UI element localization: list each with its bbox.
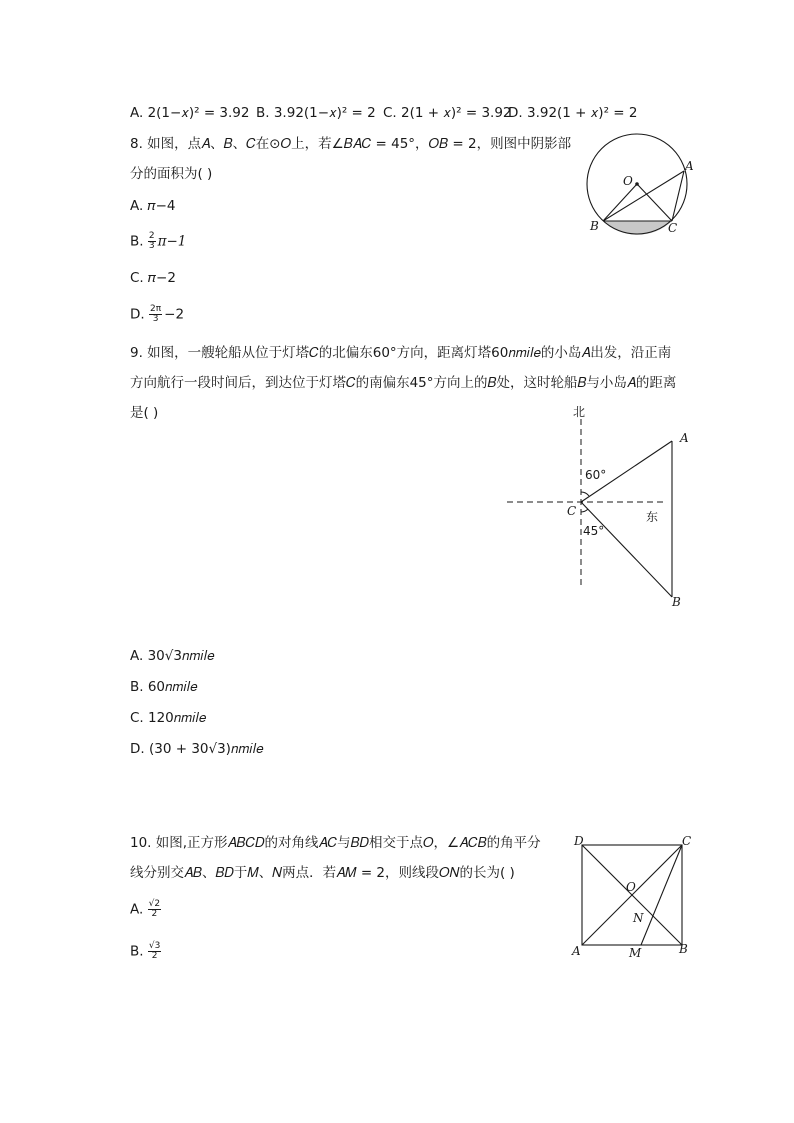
q10-stem-line2: 线分别交𝐴𝐵、𝐵𝐷于𝑀、𝑁两点．若𝐴𝑀 = 2，则线段𝑂𝑁的长为( )	[130, 865, 515, 881]
q10-label-n: N	[633, 911, 644, 925]
q8-option-d-fraction: $\frac{2\pi}{3}$	[149, 304, 162, 324]
q9-option-b: B. 60𝑛𝑚𝑖𝑙𝑒	[130, 679, 198, 695]
q9-stem-line3: 是( )	[130, 405, 159, 421]
q10-label-a: A	[572, 944, 581, 958]
q8-segment-ba	[603, 171, 684, 221]
q7-option-d: D. 3.92(1 + 𝑥)² = 2	[508, 105, 638, 121]
q9-label-a: A	[680, 431, 689, 445]
q10-label-c: C	[682, 834, 692, 848]
q9-segment-cb	[581, 502, 672, 597]
q7-option-c: C. 2(1 + 𝑥)² = 3.92	[383, 105, 512, 121]
q9-angle-label-60: 60°	[585, 468, 607, 482]
q10-stem-line1: 10. 如图,正方形𝐴𝐵𝐶𝐷的对角线𝐴𝐶与𝐵𝐷相交于点𝑂，∠𝐴𝐶𝐵的角平分	[130, 835, 541, 851]
q8-label-o: O	[623, 174, 633, 188]
q10-label-d: D	[574, 834, 584, 848]
q8-option-a: A. 𝜋−4	[130, 198, 176, 214]
q10-bisector-cm	[641, 845, 682, 945]
q10-label-o: O	[626, 880, 636, 894]
q9-option-c: C. 120𝑛𝑚𝑖𝑙𝑒	[130, 710, 207, 726]
q8-option-b: B. $\frac{2}{3}$ 𝜋−1	[130, 231, 187, 251]
q10-option-b	[130, 942, 163, 961]
q9-label-c: C	[567, 504, 577, 518]
q10-label-m: M	[629, 946, 642, 960]
q10-option-a-label: A.	[130, 901, 144, 918]
q9-option-d: D. (30 + 30√3)𝑛𝑚𝑖𝑙𝑒	[130, 741, 264, 757]
q8-label-b: B	[590, 219, 599, 233]
q7-option-b: B. 3.92(1−𝑥)² = 2	[256, 105, 376, 121]
q9-label-north: 北	[573, 405, 586, 419]
q9-angle-label-45: 45°	[583, 524, 605, 538]
q8-center-dot	[635, 182, 639, 186]
q10-label-b: B	[679, 942, 688, 956]
q8-label-a: A	[685, 159, 694, 173]
q8-option-d: D. $\frac{2\pi}{3}$ −2	[130, 304, 185, 324]
q8-option-b-fraction: $\frac{2}{3}$	[148, 231, 155, 251]
q8-stem-line2: 分的面积为( )	[130, 166, 213, 182]
q9-label-b: B	[672, 595, 681, 609]
q9-angle-arc-60	[581, 492, 589, 496]
q8-label-c: C	[668, 221, 678, 235]
q9-stem-line2: 方向航行一段时间后，到达位于灯塔𝐶的南偏东45°方向上的𝐵处，这时轮船𝐵与小岛𝐴的距离	[130, 375, 677, 391]
q9-label-east: 东	[646, 510, 659, 524]
q9-stem-line1: 9. 如图，一艘轮船从位于灯塔𝐶的北偏东60°方向，距离灯塔60𝑛𝑚𝑖𝑙𝑒的小岛𝐴出发，沿正南	[130, 345, 672, 361]
q10-square-figure	[570, 830, 700, 960]
q10-option-b-label: B.	[130, 943, 144, 960]
q9-bearing-figure	[505, 405, 705, 610]
q8-option-b-label: B.	[130, 233, 144, 250]
q10-option-b-fraction: $\frac{√3}{2}$	[148, 941, 161, 961]
q9-option-a: A. 30√3𝑛𝑚𝑖𝑙𝑒	[130, 648, 215, 664]
q8-option-c: C. 𝜋−2	[130, 270, 176, 286]
q8-circle-figure	[586, 134, 696, 234]
q9-angle-arc-45	[581, 509, 588, 512]
q8-stem-line1: 8. 如图，点𝐴、𝐵、𝐶在⊙𝑂上，若∠𝐵𝐴𝐶 = 45°，𝑂𝐵 = 2，则图中阴影部	[130, 136, 572, 152]
q10-option-a	[130, 900, 163, 919]
q10-option-a-fraction: $\frac{√2}{2}$	[148, 899, 161, 919]
q8-option-d-label: D.	[130, 306, 145, 323]
q7-option-a: A. 2(1−𝑥)² = 3.92	[130, 105, 250, 121]
q8-segment-ob	[603, 184, 637, 221]
